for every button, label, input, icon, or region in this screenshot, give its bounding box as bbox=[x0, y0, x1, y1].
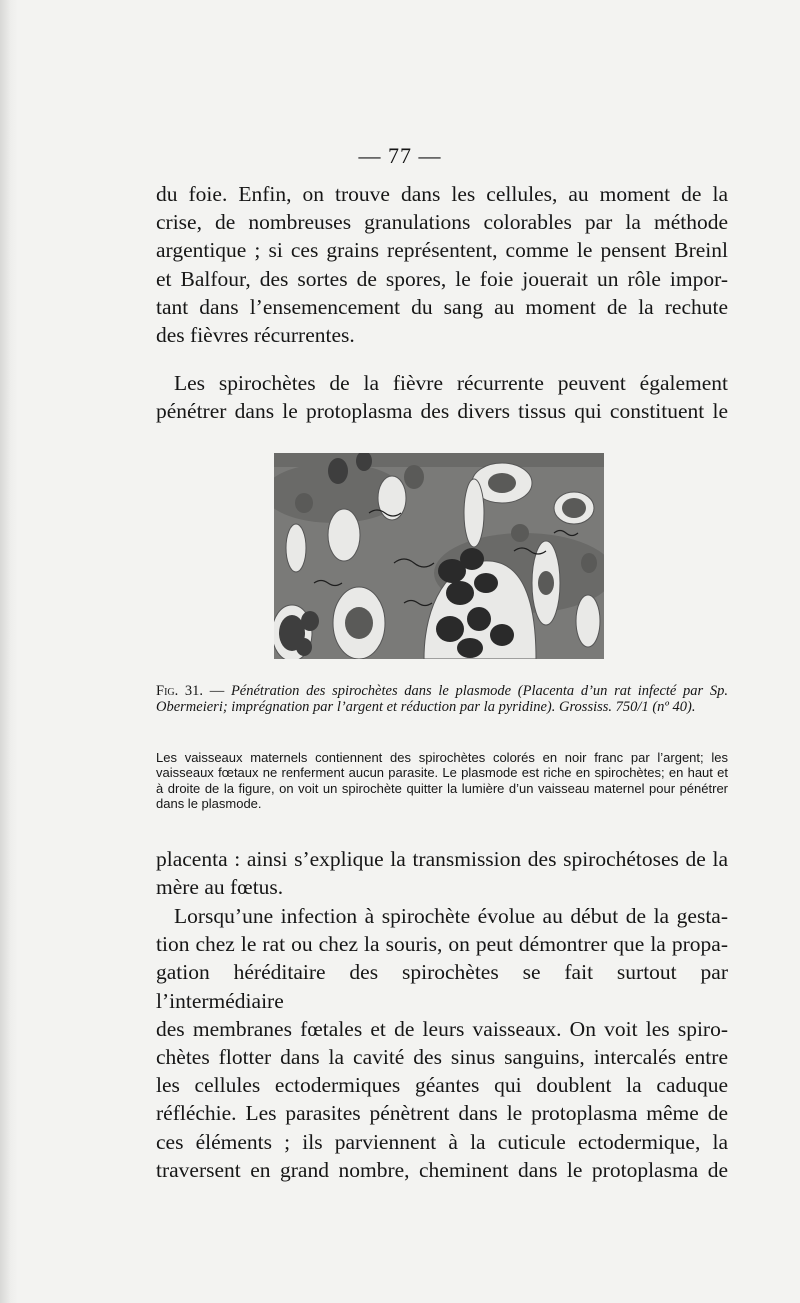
text-line: crise, de nombreuses granulations colorables par la méthode bbox=[156, 210, 728, 235]
figure-caption-title bbox=[156, 683, 728, 715]
figure-label: Fig. 31. — bbox=[156, 683, 225, 699]
text-line: gation héréditaire des spirochètes se fait surtout par l’intermédiaire bbox=[156, 960, 728, 1013]
text-line: pénétrer dans le protoplasma des divers tissus qui constituent le bbox=[156, 399, 728, 424]
text-line: du foie. Enfin, on trouve dans les cellules, au moment de la bbox=[156, 182, 728, 206]
text-line: les cellules ectodermiques géantes qui doublent la caduque bbox=[156, 1073, 728, 1098]
text-line: argentique ; si ces grains représentent, comme le pensent Breinl bbox=[156, 238, 728, 263]
text-line: traversent en grand nombre, cheminent dans le protoplasma de bbox=[156, 1157, 728, 1182]
page-spine-shadow bbox=[0, 0, 18, 1303]
paragraph-protoplasm bbox=[156, 369, 728, 425]
paragraph-gestation bbox=[156, 902, 728, 1184]
text-line: placenta : ainsi s’explique la transmission des spirochétoses de la bbox=[156, 847, 728, 871]
text-line: tant dans l’ensemencement du sang au moment de la rechute bbox=[156, 294, 728, 319]
text-line: des fièvres récurrentes. bbox=[156, 323, 355, 348]
figure-title-italic: Pénétration des spirochètes dans le plasmode bbox=[230, 683, 512, 699]
micrograph-figure bbox=[274, 453, 604, 659]
text-line: chètes flotter dans la cavité des sinus sanguins, intercalés entre bbox=[156, 1045, 728, 1070]
text-line: tion chez le rat ou chez la souris, on peut démontrer que la propa- bbox=[156, 932, 728, 957]
figure-title-rest: (Placenta d’un rat infecté par Sp. Obermeieri; imprégnation par l’argent et réduction par la pyridine). Grossiss. 750/1 (nº 40). bbox=[156, 683, 729, 715]
text-line: mère au fœtus. bbox=[156, 875, 284, 900]
text-line: Lorsqu’une infection à spirochète évolue au début de la gesta- bbox=[174, 904, 728, 928]
text-line: Les spirochètes de la fièvre récurrente peuvent également bbox=[174, 371, 728, 395]
paragraph-liver bbox=[156, 180, 728, 349]
figure-caption-body: Les vaisseaux maternels contiennent des spirochètes colorés en noir franc par l’argent; les vaisseaux fœtaux ne renferment aucun parasite. Le plasmode est riche en spirochètes; en haut et à droite de la figure, on voit un spirochète quitter la lumière d’un vaisseau maternel pour pénétrer dans le plasmode. bbox=[156, 750, 728, 812]
paragraph-placenta bbox=[156, 845, 728, 901]
text-line: ces éléments ; ils parviennent à la cuticule ectodermique, la bbox=[156, 1129, 728, 1154]
page-number: — 77 — bbox=[358, 143, 442, 168]
text-line: réfléchie. Les parasites pénètrent dans le protoplasma même de bbox=[156, 1101, 728, 1126]
text-line: et Balfour, des sortes de spores, le foie jouerait un rôle impor- bbox=[156, 266, 728, 291]
placenta-micrograph-image bbox=[274, 453, 604, 659]
text-line: des membranes fœtales et de leurs vaisseaux. On voit les spiro- bbox=[156, 1016, 728, 1041]
